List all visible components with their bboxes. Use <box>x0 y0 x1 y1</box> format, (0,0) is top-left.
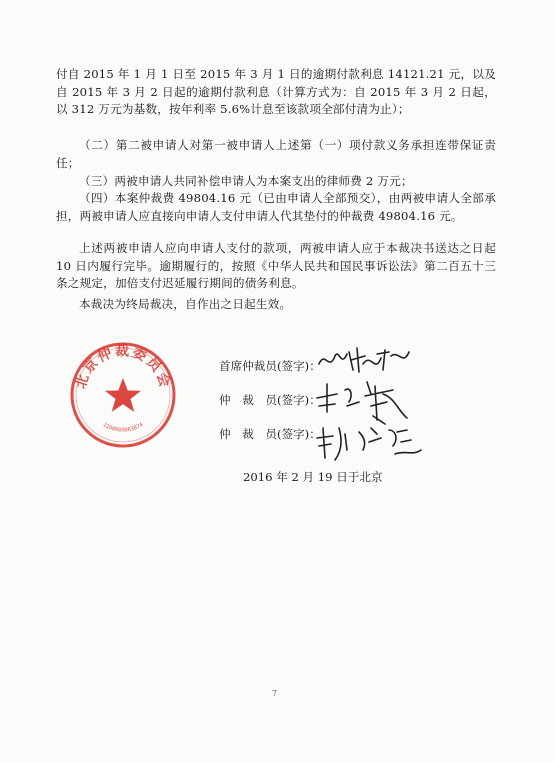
arbitration-seal-stamp <box>68 340 178 450</box>
seal-star-icon <box>105 378 141 412</box>
handwritten-signatures <box>315 346 435 468</box>
paragraph-item-4: （四）本案仲裁费 49804.16 元（已由申请人全部预交），由两被申请人全部承担，两被申请人应直接向申请人支付申请人代其垫付的仲裁费 49804.16 元。 <box>56 191 496 223</box>
paragraph-final-ruling: 本裁决为终局裁决，自作出之日起生效。 <box>79 297 292 311</box>
seal-number: 1100000063874 <box>101 422 145 434</box>
page-number: 7 <box>272 689 278 698</box>
paragraph-payment-interest: 付自 2015 年 1 月 1 日至 2015 年 3 月 1 日的逾期付款利息 14121.21 元，以及自 2015 年 3 月 2 日起的逾期付款利息（计算方式为：自 2015 年 3 月 2 日起，以 312 万元为基数，按年利率 5.6%计息至该款项全部付清为止）； <box>56 67 496 117</box>
signing-date: 2016 年 2 月 19 日于北京 <box>243 470 383 484</box>
signature-label-chief: 首席仲裁员(签字)： <box>219 359 321 373</box>
paragraph-performance: 上述两被申请人应向申请人支付的款项，两被申请人应于本裁决书送达之日起 10 日内履行完毕。逾期履行的，按照《中华人民共和国民事诉讼法》第二百五十三条之规定，加倍支付迟延履行期间的债务利息。 <box>56 241 496 291</box>
paragraph-item-3: （三）两被申请人共同补偿申请人为本案支出的律师费 2 万元； <box>79 174 413 188</box>
signature-label-arbitrator-1: 仲 裁 员(签字)： <box>219 393 321 407</box>
seal-text: 北京仲裁委员会 <box>72 343 174 391</box>
paragraph-item-2: （二）第二被申请人对第一被申请人上述第（一）项付款义务承担连带保证责任； <box>56 138 496 170</box>
signature-label-arbitrator-2: 仲 裁 员(签字)： <box>219 427 321 441</box>
svg-text:1100000063874 <box>102 422 145 434</box>
